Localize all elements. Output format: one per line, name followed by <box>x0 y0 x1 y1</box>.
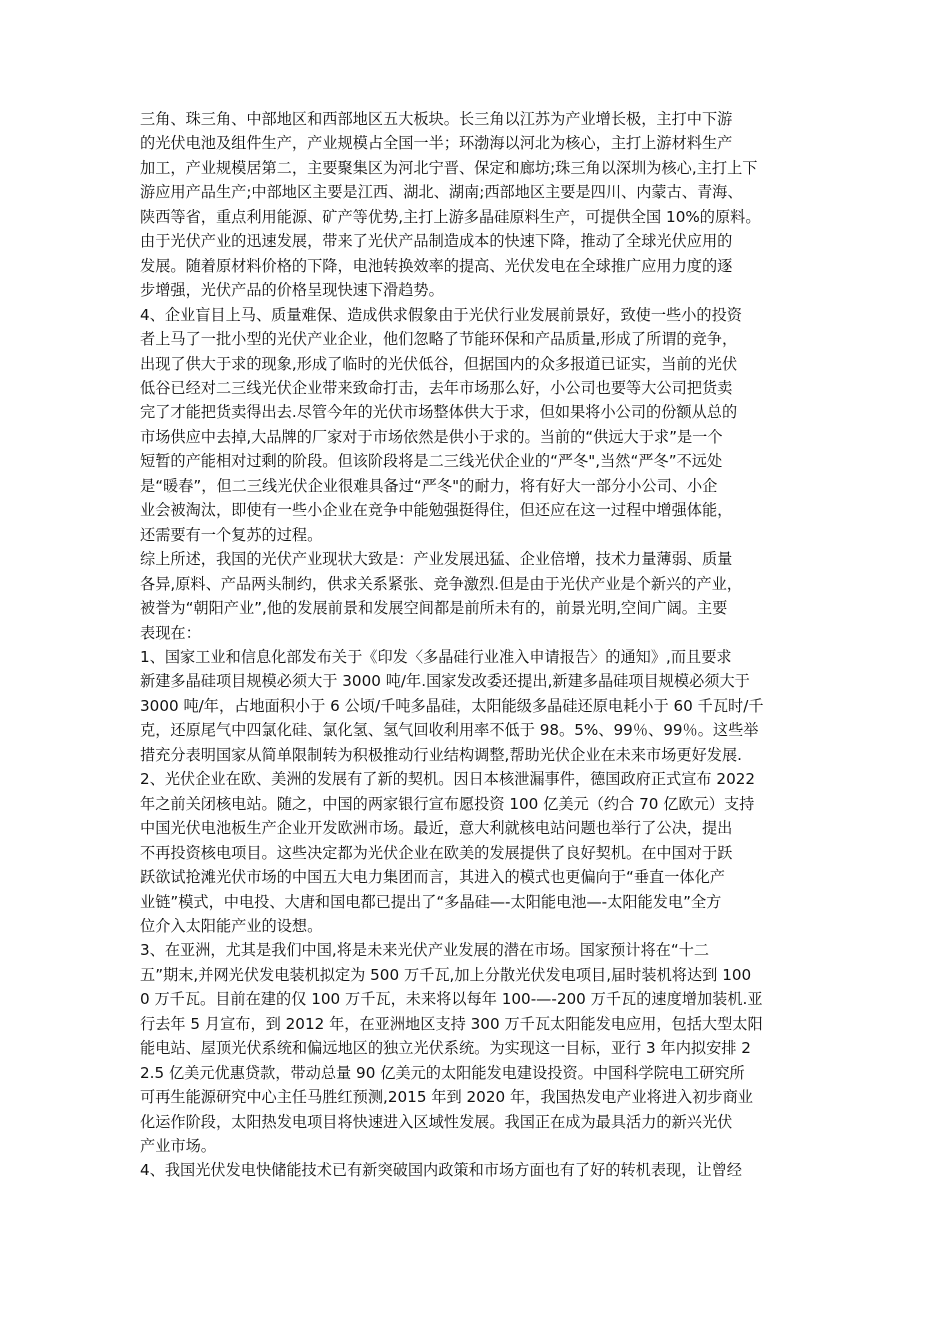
text-line: 还需要有一个复苏的过程。 <box>140 525 323 544</box>
text-line: 化运作阶段，太阳热发电项目将快速进入区域性发展。我国正在成为最具活力的新兴光伏 <box>140 1112 733 1131</box>
text-line: 不再投资核电项目。这些决定都为光伏企业在欧美的发展提供了良好契机。在中国对于跃 <box>140 843 733 862</box>
text-line: 产业市场。 <box>140 1137 216 1156</box>
text-line: 能电站、屋顶光伏系统和偏远地区的独立光伏系统。为实现这一目标，亚行 3 年内拟安排 2 <box>140 1039 751 1058</box>
text-line: 是“暖春”，但二三线光伏企业很难具备过“严冬"的耐力，将有好大一部分小公司、小企 <box>140 476 718 495</box>
text-line: 1、国家工业和信息化部发布关于《印发〈多晶硅行业准入申请报告〉的通知》,而且要求 <box>140 647 732 666</box>
text-line: 由于光伏产业的迅速发展，带来了光伏产品制造成本的快速下降，推动了全球光伏应用的 <box>140 232 733 251</box>
text-line: 低谷已经对二三线光伏企业带来致命打击，去年市场那么好，小公司也要等大公司把货卖 <box>140 378 733 397</box>
text-line: 年之前关闭核电站。随之，中国的两家银行宣布愿投资 100 亿美元（约合 70 亿欧元）支持 <box>140 794 755 813</box>
text-line: 步增强，光伏产品的价格呈现快速下滑趋势。 <box>140 281 444 300</box>
text-line: 2.5 亿美元优惠贷款，带动总量 90 亿美元的太阳能发电建设投资。中国科学院电工研究所 <box>140 1063 745 1082</box>
text-line: 五”期末,并网光伏发电装机拟定为 500 万千瓦,加上分散光伏发电项目,届时装机将达到 100 <box>140 965 752 984</box>
text-line: 综上所述，我国的光伏产业现状大致是：产业发展迅猛、企业倍增，技术力量薄弱、质量 <box>140 550 733 569</box>
text-line: 加工，产业规模居第二，主要聚集区为河北宁晋、保定和廊坊;珠三角以深圳为核心,主打上下 <box>140 158 758 177</box>
text-line: 2、光伏企业在欧、美洲的发展有了新的契机。因日本核泄漏事件，德国政府正式宣布 2022 <box>140 770 756 789</box>
text-line: 克，还原尾气中四氯化硅、氯化氢、氢气回收利用率不低于 98。5%、99％、99％。这些举 <box>140 721 759 740</box>
text-line: 可再生能源研究中心主任马胜红预测,2015 年到 2020 年，我国热发电产业将进入初步商业 <box>140 1088 753 1107</box>
text-line: 发展。随着原材料价格的下降，电池转换效率的提高、光伏发电在全球推广应用力度的逐 <box>140 256 733 275</box>
text-line: 者上马了一批小型的光伏产业企业，他们忽略了节能环保和产品质量,形成了所谓的竞争， <box>140 330 738 349</box>
text-line: 各异,原料、产品两头制约，供求关系紧张、竞争激烈.但是由于光伏产业是个新兴的产业， <box>140 574 742 593</box>
text-line: 表现在： <box>140 623 201 642</box>
text-line: 市场供应中去掉,大品牌的厂家对于市场依然是供小于求的。当前的“供远大于求”是一个 <box>140 427 723 446</box>
text-line: 完了才能把货卖得出去.尽管今年的光伏市场整体供大于求，但如果将小公司的份额从总的 <box>140 403 738 422</box>
text-line: 0 万千瓦。目前在建的仅 100 万千瓦，未来将以每年 100-—-200 万千瓦的速度增加装机.亚 <box>140 990 763 1009</box>
text-line: 行去年 5 月宣布，到 2012 年，在亚洲地区支持 300 万千瓦太阳能发电应用，包括大型太阳 <box>140 1014 763 1033</box>
text-line: 4、企业盲目上马、质量难保、造成供求假象由于光伏行业发展前景好，致使一些小的投资 <box>140 305 742 324</box>
text-line: 3000 吨/年，占地面积小于 6 公顷/千吨多晶硅，太阳能级多晶硅还原电耗小于 60 千瓦时/千 <box>140 696 764 715</box>
text-line: 业会被淘汰，即使有一些小企业在竞争中能勉强挺得住，但还应在这一过程中增强体能， <box>140 501 733 520</box>
text-line: 位介入太阳能产业的设想。 <box>140 916 323 935</box>
text-line: 3、在亚洲，尤其是我们中国,将是未来光伏产业发展的潜在市场。国家预计将在“十二 <box>140 941 710 960</box>
text-line: 被誉为“朝阳产业”,他的发展前景和发展空间都是前所未有的，前景光明,空间广阔。主要 <box>140 599 728 618</box>
text-line: 出现了供大于求的现象,形成了临时的光伏低谷，但据国内的众多报道已证实，当前的光伏 <box>140 354 738 373</box>
text-line: 新建多晶硅项目规模必须大于 3000 吨/年.国家发改委还提出,新建多晶硅项目规模必须大于 <box>140 672 750 691</box>
document-body <box>140 107 830 1183</box>
text-line: 措充分表明国家从简单限制转为积极推动行业结构调整,帮助光伏企业在未来市场更好发展. <box>140 745 742 764</box>
text-line: 的光伏电池及组件生产，产业规模占全国一半；环渤海以河北为核心，主打上游材料生产 <box>140 134 733 153</box>
text-line: 三角、珠三角、中部地区和西部地区五大板块。长三角以江苏为产业增长极，主打中下游 <box>140 110 733 128</box>
text-line: 跃欲试抢滩光伏市场的中国五大电力集团而言，其进入的模式也更偏向于“垂直一体化产 <box>140 868 725 887</box>
text-line: 4、我国光伏发电快储能技术已有新突破国内政策和市场方面也有了好的转机表现，让曾经 <box>140 1161 742 1180</box>
text-line: 游应用产品生产;中部地区主要是江西、湖北、湖南;西部地区主要是四川、内蒙古、青海、 <box>140 183 743 202</box>
text-line: 中国光伏电池板生产企业开发欧洲市场。最近，意大利就核电站问题也举行了公决，提出 <box>140 819 733 838</box>
text-line: 短暂的产能相对过剩的阶段。但该阶段将是二三线光伏企业的“严冬",当然“严冬”不远处 <box>140 452 723 471</box>
text-line: 业链”模式，中电投、大唐和国电都已提出了“多晶硅—-太阳能电池—-太阳能发电”全方 <box>140 892 722 911</box>
text-line: 陕西等省，重点利用能源、矿产等优势,主打上游多晶硅原料生产，可提供全国 10%的原料。 <box>140 207 761 226</box>
